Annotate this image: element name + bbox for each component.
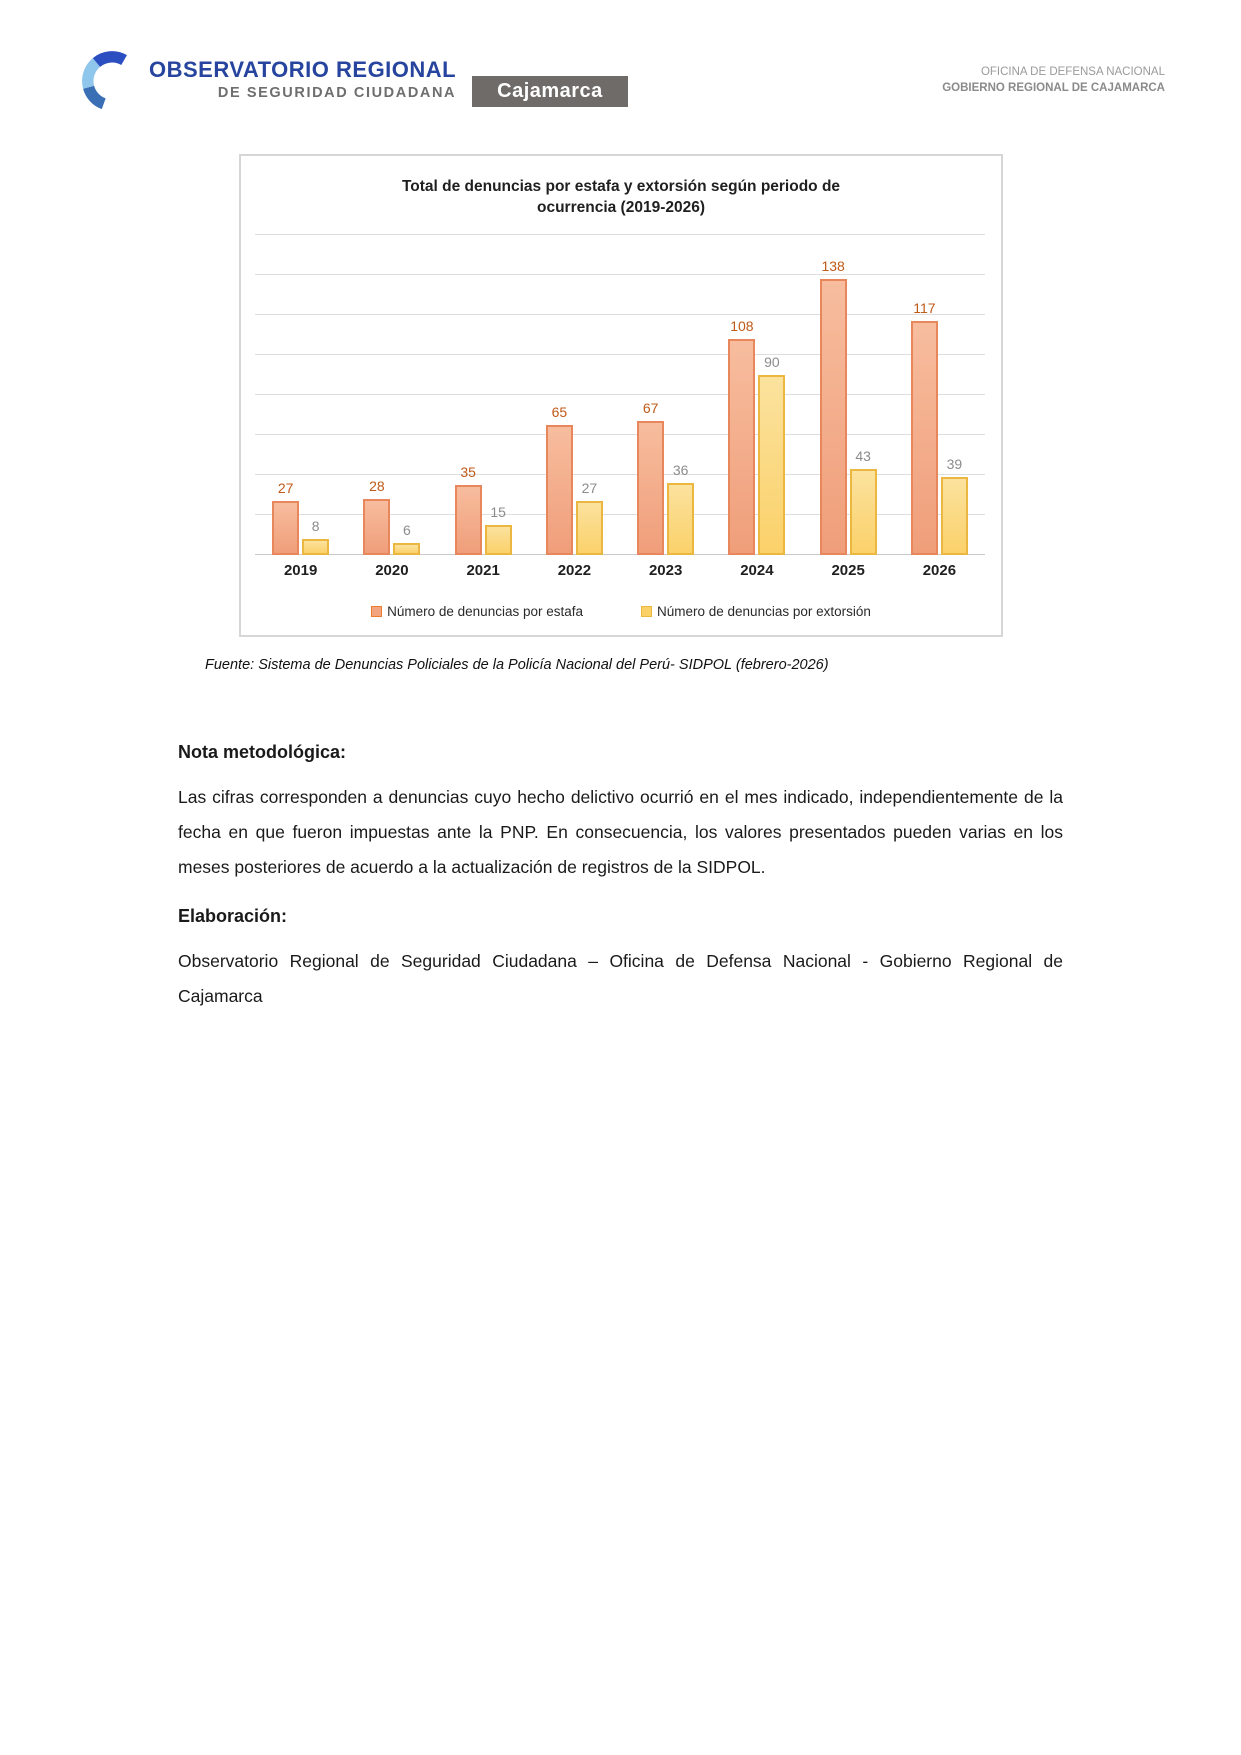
bar-group-2021 bbox=[438, 235, 529, 555]
bar-groups bbox=[255, 235, 985, 555]
bar-slot-2021-estafa bbox=[455, 235, 482, 555]
legend-item-extorsion bbox=[641, 604, 871, 619]
office-name: OFICINA DE DEFENSA NACIONAL bbox=[980, 66, 1165, 78]
data-label-2023-estafa: 67 bbox=[642, 400, 659, 416]
bar-slot-2019-extorsion bbox=[302, 235, 329, 555]
data-label-2025-extorsion: 43 bbox=[855, 448, 871, 464]
data-label-2024-extorsion: 90 bbox=[764, 354, 780, 370]
bar-2021-extorsion bbox=[485, 525, 512, 555]
x-axis-label-2025: 2025 bbox=[831, 562, 865, 579]
bar-slot-2020-extorsion bbox=[393, 235, 420, 555]
data-label-2021-estafa: 35 bbox=[460, 464, 476, 480]
data-label-2025-estafa: 138 bbox=[821, 258, 845, 274]
section-heading-elaboracion: Elaboración: bbox=[178, 906, 288, 926]
bar-group-2019 bbox=[255, 235, 346, 555]
government-name: GOBIERNO REGIONAL DE CAJAMARCA bbox=[942, 82, 1165, 94]
bar-slot-2025-estafa bbox=[820, 235, 847, 555]
bar-2020-estafa bbox=[363, 499, 390, 555]
chart-plot-wrap bbox=[255, 235, 985, 579]
legend-swatch-icon bbox=[641, 606, 652, 617]
x-axis-label-2022: 2022 bbox=[557, 562, 592, 579]
data-label-2019-estafa: 27 bbox=[277, 480, 294, 496]
legend-label: Número de denuncias por extorsión bbox=[657, 604, 871, 619]
bar-slot-2023-extorsion bbox=[667, 235, 694, 555]
data-label-2026-estafa: 117 bbox=[913, 300, 936, 316]
legend-item-estafa bbox=[371, 604, 583, 619]
bar-slot-2020-estafa bbox=[363, 235, 390, 555]
bar-slot-2026-estafa bbox=[911, 235, 938, 555]
bar-2022-extorsion bbox=[576, 501, 603, 555]
data-label-2023-extorsion: 36 bbox=[672, 462, 689, 478]
x-axis-label-2024: 2024 bbox=[740, 562, 774, 579]
region-badge: Cajamarca bbox=[472, 76, 628, 107]
section-body-elaboracion: Observatorio Regional de Seguridad Ciudadana – Oficina de Defensa Nacional - Gobierno Regional de Cajamarca bbox=[178, 951, 1063, 1006]
bar-slot-2025-extorsion bbox=[850, 235, 877, 555]
text-sections bbox=[178, 742, 1063, 1035]
bar-2019-estafa bbox=[272, 501, 299, 555]
bar-group-2026 bbox=[894, 235, 985, 555]
org-logo-title: OBSERVATORIO REGIONAL bbox=[149, 57, 457, 82]
bar-group-2022 bbox=[529, 235, 620, 555]
bar-group-2024 bbox=[711, 235, 802, 555]
bar-slot-2026-extorsion bbox=[941, 235, 968, 555]
bar-slot-2022-estafa bbox=[546, 235, 573, 555]
bar-2024-estafa bbox=[728, 339, 755, 555]
bar-group-2020 bbox=[346, 235, 437, 555]
chart-plot-area bbox=[255, 235, 985, 555]
logo-swoosh-icon bbox=[75, 42, 149, 116]
org-logo-subtitle: DE SEGURIDAD CIUDADANA bbox=[217, 85, 457, 101]
header-office-block bbox=[942, 64, 1165, 96]
data-label-2019-extorsion: 8 bbox=[311, 518, 320, 534]
bar-group-2023 bbox=[620, 235, 711, 555]
bar-2020-extorsion bbox=[393, 543, 420, 555]
x-axis-label-2023: 2023 bbox=[648, 562, 683, 579]
x-axis-label-2020: 2020 bbox=[375, 562, 409, 579]
bar-slot-2023-estafa bbox=[637, 235, 664, 555]
chart-legend bbox=[241, 604, 1001, 619]
bar-2023-extorsion bbox=[667, 483, 694, 555]
chart-title: Total de denuncias por estafa y extorsión según periodo de ocurrencia (2019-2026) bbox=[401, 178, 841, 216]
data-label-2020-extorsion: 6 bbox=[402, 522, 411, 538]
bar-chart bbox=[239, 154, 1003, 637]
chart-source-note: Fuente: Sistema de Denuncias Policiales de la Policía Nacional del Perú- SIDPOL (febrero-2026) bbox=[205, 657, 829, 673]
org-logo bbox=[75, 42, 628, 116]
data-label-2024-estafa: 108 bbox=[730, 318, 754, 334]
data-label-2022-extorsion: 27 bbox=[581, 480, 598, 496]
legend-swatch-icon bbox=[371, 606, 382, 617]
bar-slot-2024-estafa bbox=[728, 235, 755, 555]
section-heading-nota-metodologica: Nota metodológica: bbox=[178, 742, 347, 762]
bar-slot-2024-extorsion bbox=[758, 235, 785, 555]
bar-slot-2019-estafa bbox=[272, 235, 299, 555]
data-label-2026-extorsion: 39 bbox=[946, 456, 963, 472]
x-axis-label-2021: 2021 bbox=[466, 562, 500, 579]
bar-2025-extorsion bbox=[850, 469, 877, 555]
bar-slot-2022-extorsion bbox=[576, 235, 603, 555]
legend-label: Número de denuncias por estafa bbox=[387, 604, 583, 619]
bar-2022-estafa bbox=[546, 425, 573, 555]
bar-2021-estafa bbox=[455, 485, 482, 555]
data-label-2022-estafa: 65 bbox=[551, 404, 568, 420]
bar-group-2025 bbox=[803, 235, 894, 555]
bar-slot-2021-extorsion bbox=[485, 235, 512, 555]
page-header bbox=[75, 42, 1165, 116]
bar-2026-estafa bbox=[911, 321, 938, 555]
x-axis-labels bbox=[255, 562, 985, 579]
bar-2026-extorsion bbox=[941, 477, 968, 555]
bar-2019-extorsion bbox=[302, 539, 329, 555]
x-axis-label-2026: 2026 bbox=[922, 562, 957, 579]
data-label-2020-estafa: 28 bbox=[369, 478, 385, 494]
org-logo-text bbox=[149, 57, 456, 101]
x-axis-label-2019: 2019 bbox=[283, 562, 318, 579]
data-label-2021-extorsion: 15 bbox=[490, 504, 506, 520]
section-body-nota-metodologica: Las cifras corresponden a denuncias cuyo hecho delictivo ocurrió en el mes indicado, independientemente de la fecha en que fueron impuestas ante la PNP. En consecuencia, los valores presentados pueden varias en los meses posteriores de acuerdo a la actualización de registros de la SIDPOL. bbox=[178, 787, 1063, 877]
bar-2023-estafa bbox=[637, 421, 664, 555]
bar-2025-estafa bbox=[820, 279, 847, 555]
bar-2024-extorsion bbox=[758, 375, 785, 555]
